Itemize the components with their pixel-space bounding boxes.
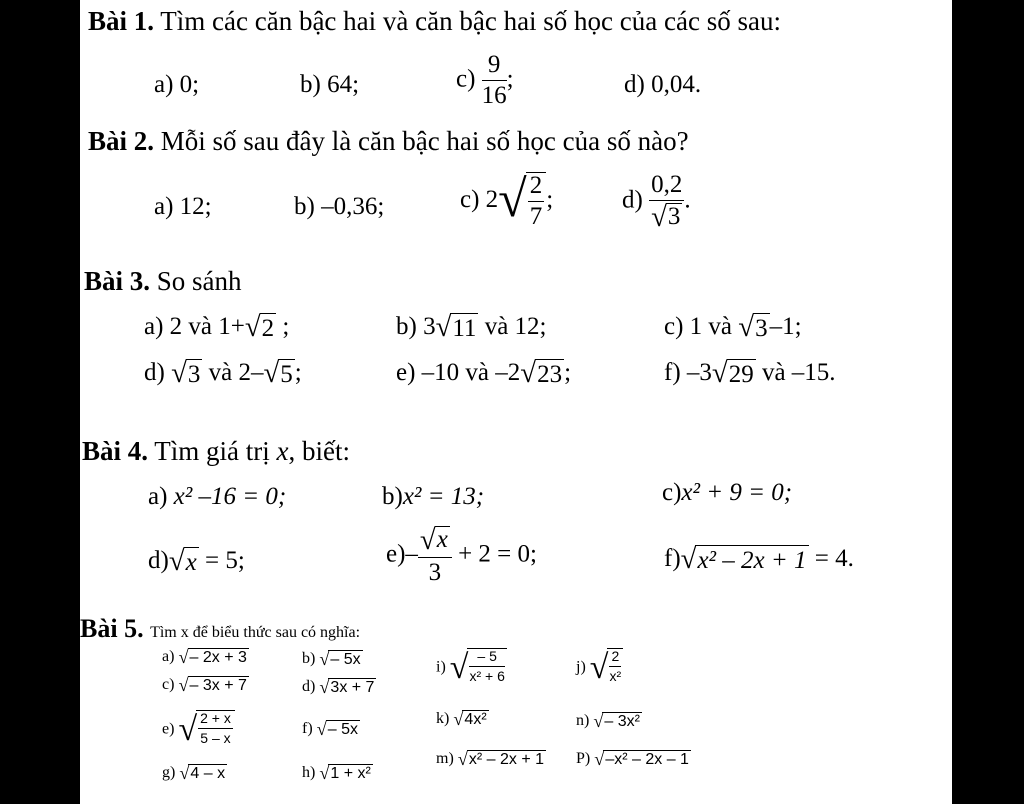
ex5-item-i: i) √ $\frac{- 5}{\text{x² + 6}}$ <box>436 648 505 686</box>
exercise-4-label: Bài 4. <box>82 436 149 466</box>
ex1-c-suffix: ; <box>506 65 514 93</box>
ex4-c-label: c) <box>662 479 682 506</box>
ex5-m-radicand: x² – 2x + 1 <box>468 751 545 768</box>
ex5-item-n: n) √ – 3x² <box>576 711 640 731</box>
ex4-c-equation: x² + 9 = 0; <box>681 479 793 506</box>
ex3-c-radicand: 3 <box>755 314 768 342</box>
ex5-item-a: a) √ – 2x + 3 <box>162 647 247 667</box>
ex3-item-d: d) √ 3 và 2– √ 5 ; <box>144 356 302 389</box>
ex5-g-label: g) <box>162 764 176 782</box>
ex2-c-label: c) 2 <box>460 185 499 213</box>
ex4-e-label: e)– <box>386 540 418 568</box>
ex3-f-suffix: và –15. <box>761 359 836 386</box>
ex4-a-label: a) <box>148 483 168 510</box>
exercise-4-text: Tìm giá trị <box>154 436 270 466</box>
ex1-item-b: b) 64; <box>300 71 360 98</box>
exercise-2-label: Bài 2. <box>88 126 155 156</box>
ex5-j-denominator: x² <box>609 667 622 684</box>
ex1-item-a: a) 0; <box>154 71 200 98</box>
ex5-a-label: a) <box>162 648 175 666</box>
ex2-c-denominator: 7 <box>529 203 543 231</box>
ex4-b-label: b) <box>382 483 403 510</box>
exercise-1-label: Bài 1. <box>88 6 155 36</box>
exercise-5-label: Bài 5. <box>80 614 144 643</box>
ex5-c-label: c) <box>162 676 175 694</box>
ex2-c-suffix: ; <box>546 185 554 213</box>
ex3-item-e: e) –10 và –2 √ 23 ; <box>396 356 572 389</box>
ex4-f-label: f) <box>664 545 681 572</box>
exercise-2-heading <box>88 126 689 157</box>
ex5-g-radicand: 4 – x <box>190 765 226 782</box>
ex4-d-label: d) <box>148 547 169 574</box>
ex3-e-suffix: ; <box>564 359 572 386</box>
exercise-5-heading <box>80 614 360 644</box>
ex5-h-label: h) <box>302 764 316 782</box>
ex2-c-sqrt: √ $\frac{2}{7}$ <box>498 172 546 231</box>
ex5-h-radicand: 1 + x² <box>330 765 371 782</box>
exercise-1-text: Tìm các căn bậc hai và căn bậc hai số học của các số sau: <box>160 6 781 36</box>
ex5-d-label: d) <box>302 678 316 696</box>
ex5-d-radicand: 3x + 7 <box>330 679 375 696</box>
ex4-d-radicand: x <box>185 548 197 576</box>
ex2-d-label: d) <box>622 186 643 214</box>
ex5-item-b: b) √ – 5x <box>302 649 361 669</box>
ex1-c-numerator: 9 <box>482 52 507 81</box>
ex2-d-numerator: 0,2 <box>649 172 684 201</box>
ex5-i-numerator: – 5 <box>469 649 504 667</box>
ex5-p-label: P) <box>576 750 591 768</box>
ex4-e-denominator: 3 <box>428 558 442 586</box>
ex3-d-text: d) <box>144 359 165 386</box>
ex5-item-p: P) √ –x² – 2x – 1 <box>576 749 689 769</box>
ex3-f-text: f) –3 <box>664 359 712 386</box>
ex5-item-m: m) √ x² – 2x + 1 <box>436 749 545 769</box>
ex2-item-b: b) –0,36; <box>294 193 385 220</box>
ex5-b-radicand: – 5x <box>330 651 361 668</box>
ex4-e-numerator: x <box>436 526 448 553</box>
ex5-e-numerator: 2 + x <box>198 711 233 729</box>
ex5-n-radicand: – 3x² <box>604 713 640 730</box>
ex5-i-denominator: x² + 6 <box>469 667 505 684</box>
ex5-f-radicand: – 5x <box>327 721 358 738</box>
ex5-p-radicand: –x² – 2x – 1 <box>605 751 689 768</box>
ex5-item-k: k) √ 4x² <box>436 709 487 729</box>
exercise-3-label: Bài 3. <box>84 266 151 296</box>
ex5-b-label: b) <box>302 650 316 668</box>
ex5-i-label: i) <box>436 658 446 676</box>
ex3-d-radicand-2: 5 <box>280 360 293 388</box>
ex1-c-fraction <box>482 52 507 110</box>
exercise-3-heading <box>84 266 242 297</box>
ex3-e-radicand: 23 <box>537 360 563 388</box>
ex5-k-label: k) <box>436 710 450 728</box>
ex3-d-radicand-1: 3 <box>187 360 201 388</box>
ex5-f-label: f) <box>302 720 313 738</box>
ex3-a-suffix: ; <box>282 313 290 340</box>
ex3-a-radicand: 2 <box>261 314 275 342</box>
ex1-c-label: c) <box>456 65 476 93</box>
ex5-n-label: n) <box>576 712 590 730</box>
exercise-4-variable: x <box>276 436 289 466</box>
ex2-item-a: a) 12; <box>154 193 212 220</box>
ex4-item-a <box>148 482 286 512</box>
ex4-a-equation: x² –16 = 0; <box>173 483 287 510</box>
ex2-item-d <box>622 172 691 232</box>
ex2-item-c <box>460 172 553 231</box>
ex3-d-suffix: ; <box>294 359 302 386</box>
ex2-d-denominator: 3 <box>667 203 681 231</box>
ex2-d-fraction: 0,2 √ 3 <box>651 171 683 234</box>
ex5-item-e: e) √ $\frac{2 + x}{5 - x}$ <box>162 710 235 750</box>
ex4-item-c <box>662 478 792 508</box>
ex5-item-d: d) √ 3x + 7 <box>302 677 375 697</box>
ex3-b-radicand: 11 <box>452 314 477 342</box>
ex5-item-g: g) √ 4 – x <box>162 763 226 783</box>
ex4-item-b <box>382 482 484 512</box>
ex4-item-e: e)– √ x 3 + 2 = 0; <box>386 524 537 586</box>
ex2-d-suffix: . <box>684 186 691 214</box>
ex5-item-c: c) √ – 3x + 7 <box>162 675 247 695</box>
exercise-4-text-end: , biết: <box>288 436 350 466</box>
ex5-e-label: e) <box>162 720 175 738</box>
ex3-d-middle: và 2– <box>208 359 264 386</box>
ex3-item-f: f) –3 √ 29 và –15. <box>664 356 836 389</box>
ex2-c-numerator: 2 <box>528 173 545 202</box>
ex3-c-suffix: –1; <box>769 313 802 340</box>
exercise-5-text: Tìm x để biểu thức sau có nghĩa: <box>150 624 361 641</box>
ex3-item-a: a) 2 và 1+ √ 2 ; <box>144 310 290 343</box>
ex3-item-b: b) 3 √ 11 và 12; <box>396 310 547 343</box>
ex5-item-h: h) √ 1 + x² <box>302 763 371 783</box>
ex4-f-radicand: x² – 2x + 1 <box>697 546 807 574</box>
ex3-f-radicand: 29 <box>728 360 754 388</box>
ex5-item-j: j) √ $\frac{2}{\text{x²}}$ <box>576 648 623 688</box>
ex3-b-text: b) 3 <box>396 313 436 340</box>
ex3-a-text: a) 2 và 1+ <box>144 313 245 340</box>
exercise-2-text: Mỗi số sau đây là căn bậc hai số học của số nào? <box>160 126 689 156</box>
ex3-e-text: e) –10 và –2 <box>396 359 521 386</box>
ex3-c-text: c) 1 và <box>664 313 733 340</box>
ex5-k-radicand: 4x² <box>464 711 487 728</box>
ex5-j-label: j) <box>576 658 586 676</box>
exercise-3-text: So sánh <box>156 266 242 296</box>
ex5-j-numerator: 2 <box>609 649 621 667</box>
ex4-d-suffix: = 5; <box>204 547 245 574</box>
ex1-c-denominator: 16 <box>481 82 507 110</box>
ex5-m-label: m) <box>436 750 454 768</box>
ex3-item-c: c) 1 và √ 3 –1; <box>664 310 802 343</box>
ex5-item-f: f) √ – 5x <box>302 719 358 739</box>
ex1-item-d: d) 0,04. <box>624 71 702 98</box>
exercise-1-heading <box>88 6 781 37</box>
ex3-b-suffix: và 12; <box>484 313 547 340</box>
ex5-e-denominator: 5 – x <box>200 729 231 746</box>
ex4-item-d: d) √ x = 5; <box>148 544 245 577</box>
ex1-item-c <box>456 52 514 110</box>
ex4-b-equation: x² = 13; <box>402 483 485 510</box>
ex5-a-radicand: – 2x + 3 <box>189 649 247 666</box>
ex4-f-suffix: = 4. <box>814 545 854 572</box>
ex4-item-f: f) √ x² – 2x + 1 = 4. <box>664 542 854 575</box>
worksheet-page <box>80 0 952 804</box>
ex5-c-radicand: – 3x + 7 <box>189 677 247 694</box>
ex4-e-suffix: + 2 = 0; <box>458 540 537 568</box>
exercise-4-heading <box>82 436 350 467</box>
